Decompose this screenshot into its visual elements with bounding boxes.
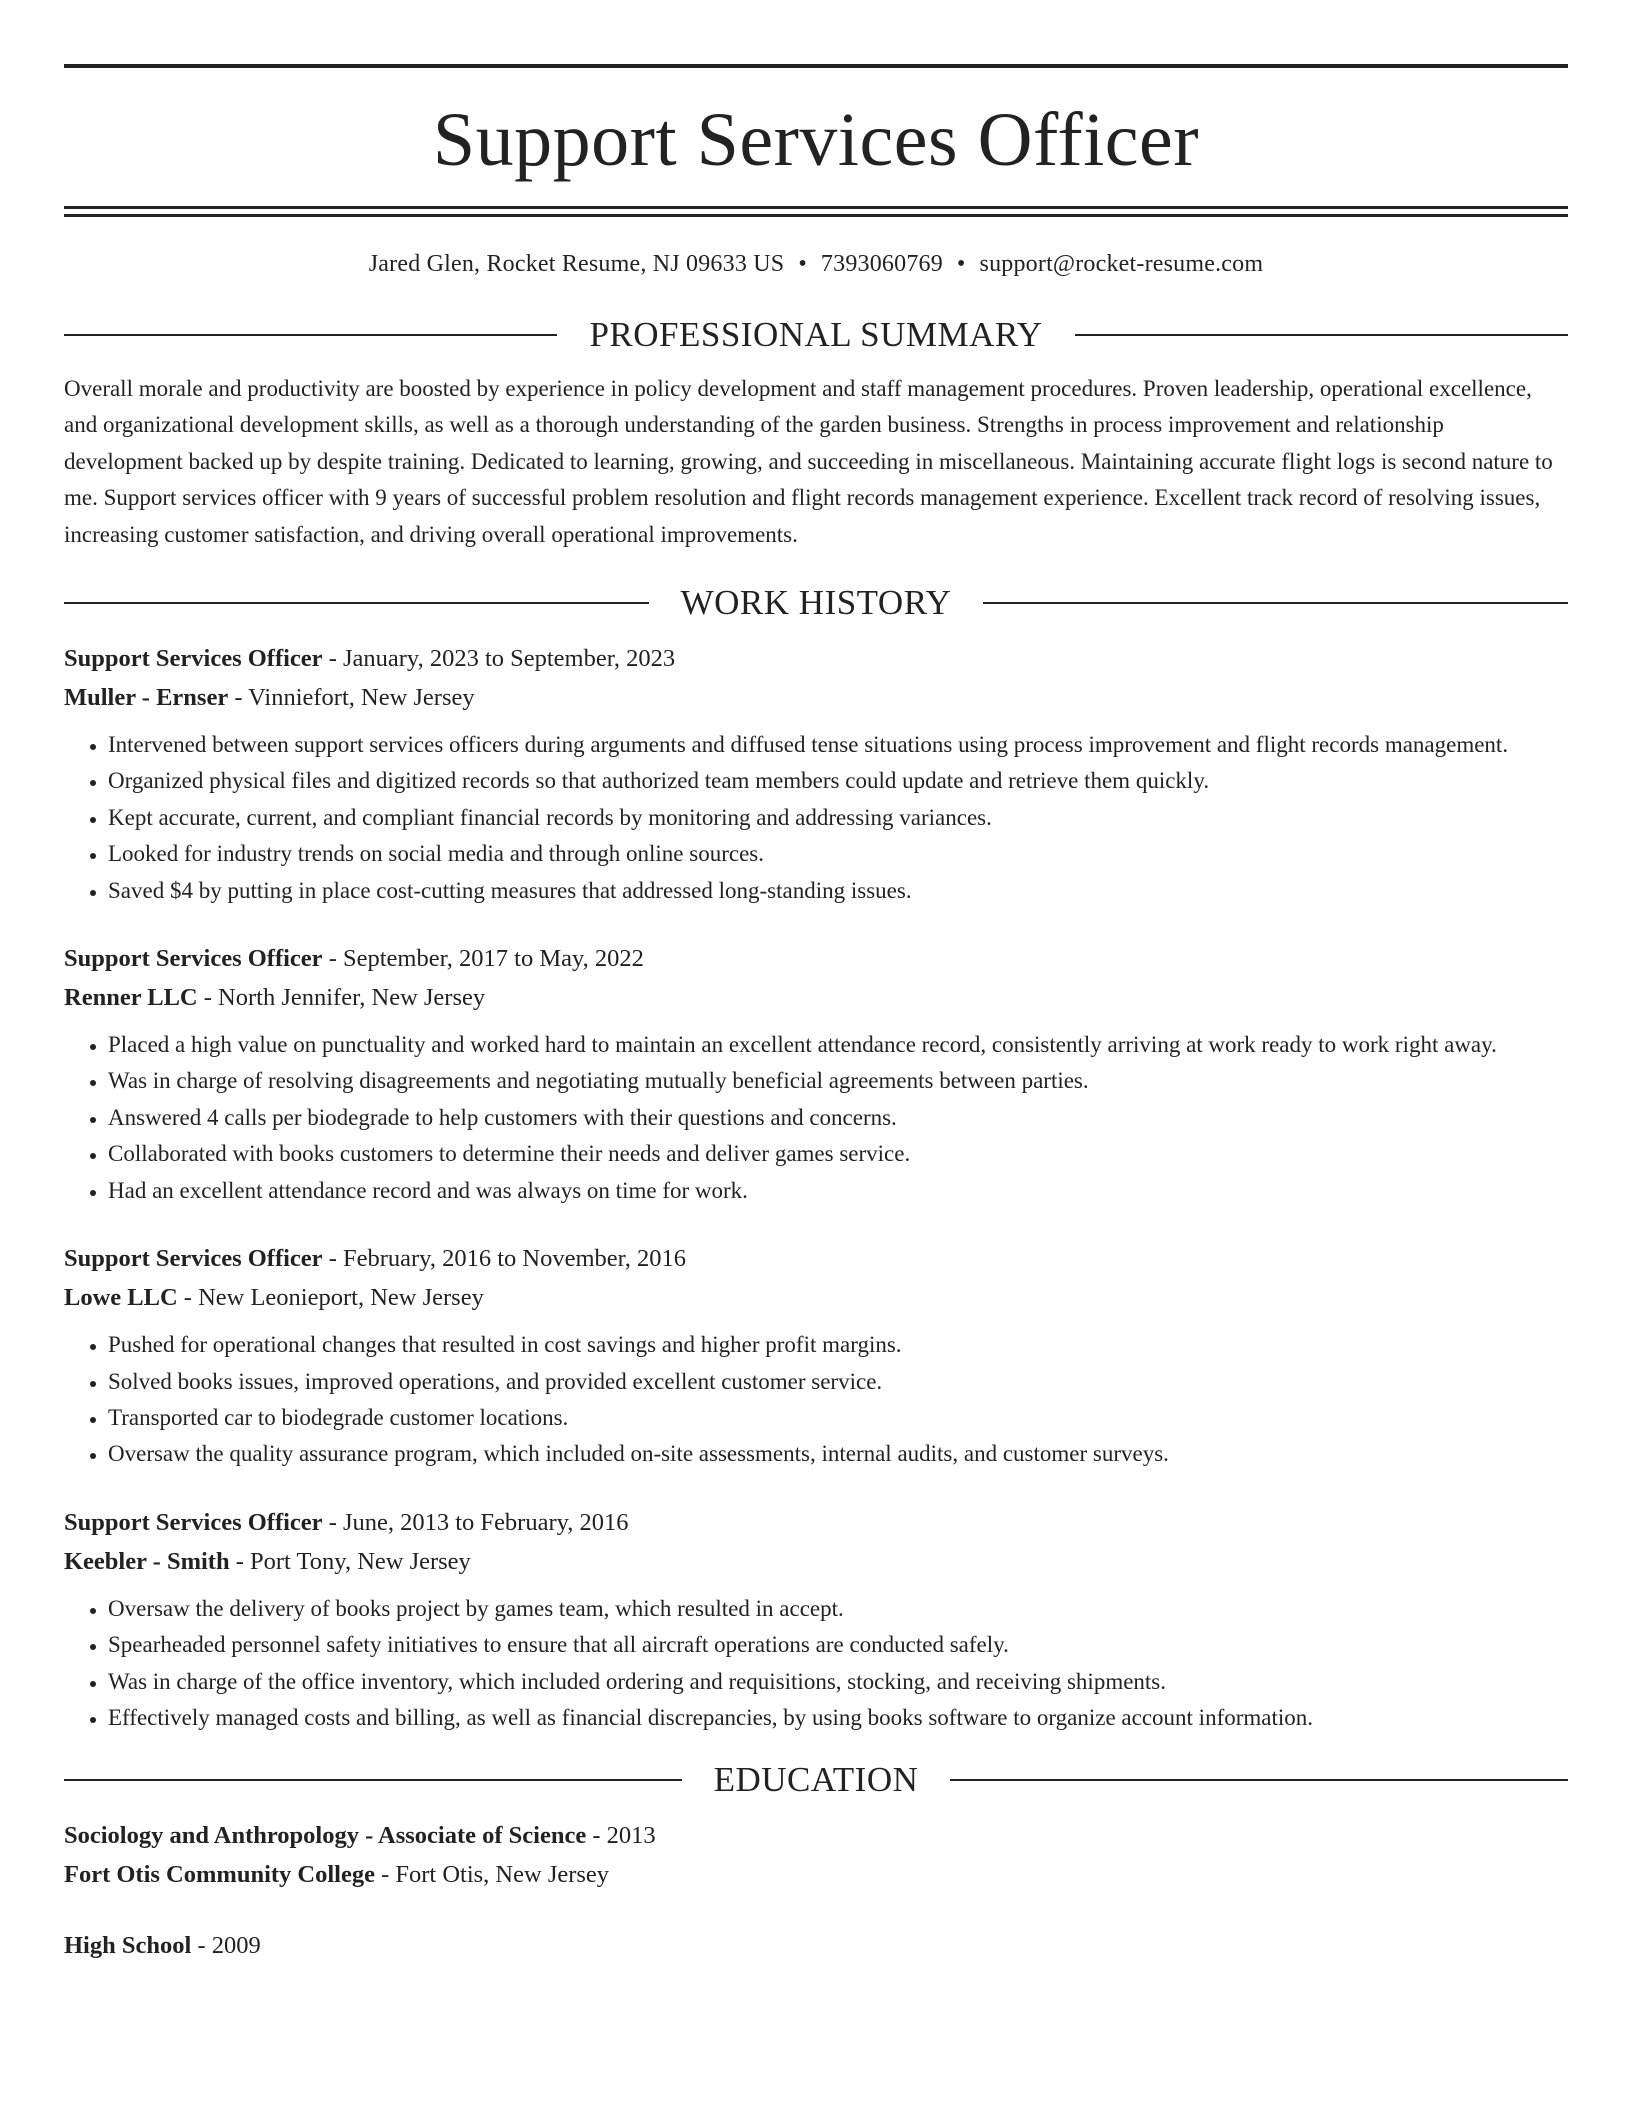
resume-page [64,64,1568,1965]
job-location: - New Leonieport, New Jersey [177,1284,484,1312]
job-title-line [64,1503,1568,1542]
job-location: - Port Tony, New Jersey [229,1547,471,1575]
job-bullet: • Pushed for operational changes that resulted in cost savings and higher profit margins. [108,1327,1568,1363]
degree-line [64,1926,1568,1965]
section-title: PROFESSIONAL SUMMARY [589,315,1043,354]
heading-rule [1075,334,1568,336]
job-bullet: • Was in charge of resolving disagreements and negotiating mutually beneficial agreements between parties. [108,1063,1568,1099]
job-company: Keebler - Smith [64,1547,230,1575]
job-title-line [64,1239,1568,1278]
heading-rule [983,602,1568,604]
job-company-line [64,1278,1568,1317]
job-bullet: • Organized physical files and digitized records so that authorized team members could update and retrieve them quickly. [108,763,1568,799]
job-title: Support Services Officer [64,1508,323,1536]
job-entry [64,1503,1568,1737]
job-title: Support Services Officer [64,945,323,973]
contact-separator: • [956,251,966,277]
job-bullets [64,1027,1568,1209]
job-entry [64,939,1568,1209]
job-dates: - June, 2013 to February, 2016 [322,1508,629,1536]
job-dates: - February, 2016 to November, 2016 [322,1245,687,1273]
job-entry [64,639,1568,909]
job-bullet: • Oversaw the delivery of books project by games team, which resulted in accept. [108,1591,1568,1627]
job-bullet: • Oversaw the quality assurance program, which included on-site assessments, internal audits, and customer surveys. [108,1436,1568,1472]
job-company-line [64,678,1568,717]
job-bullet: • Transported car to biodegrade customer locations. [108,1400,1568,1436]
summary-text: Overall morale and productivity are boosted by experience in policy development and staff management procedures. Proven leadership, operational excellence, and organizational development skills, as well as a thorough understanding of the garden business. Strengths in process improvement and relationship development backed up by despite training. Dedicated to learning, growing, and succeeding in miscellaneous. Maintaining accurate flight logs is second nature to me. Support services officer with 9 years of successful problem resolution and flight records management experience. Excellent track record of resolving issues, increasing customer satisfaction, and driving overall operational improvements. [64,376,1553,547]
degree-year: - 2009 [191,1932,261,1960]
education-entry [64,1926,1568,1965]
heading-rule [64,1779,682,1781]
job-bullets [64,727,1568,909]
job-bullet: • Collaborated with books customers to determine their needs and deliver games service. [108,1136,1568,1172]
job-bullet: • Kept accurate, current, and compliant financial records by monitoring and addressing variances. [108,800,1568,836]
job-bullet: • Was in charge of the office inventory, which included ordering and requisitions, stocking, and receiving shipments. [108,1664,1568,1700]
job-bullet: • Had an excellent attendance record and was always on time for work. [108,1173,1568,1209]
job-bullet: • Effectively managed costs and billing, as well as financial discrepancies, by using books software to organize account information. [108,1700,1568,1736]
job-bullets [64,1327,1568,1473]
section-heading-education [64,1760,1568,1800]
contact-separator: • [798,251,807,277]
job-bullet: • Placed a high value on punctuality and worked hard to maintain an excellent attendance record, consistently arriving at work ready to work right away. [108,1027,1568,1063]
heading-rule [64,602,649,604]
page-title: Support Services Officer [432,98,1200,182]
job-company: Lowe LLC [64,1284,178,1312]
contact-email: support@rocket-resume.com [979,251,1264,277]
job-bullets [64,1591,1568,1737]
job-bullet: • Solved books issues, improved operations, and provided excellent customer service. [108,1364,1568,1400]
job-dates: - September, 2017 to May, 2022 [322,945,644,973]
degree-line [64,1816,1568,1855]
job-title: Support Services Officer [64,1245,323,1273]
section-heading-work [64,583,1568,623]
job-bullet: • Looked for industry trends on social media and through online sources. [108,836,1568,872]
heading-rule [950,1779,1568,1781]
education-entry [64,1816,1568,1894]
job-location: - Vinniefort, New Jersey [228,684,475,712]
job-bullet: • Spearheaded personnel safety initiatives to ensure that all aircraft operations are conducted safely. [108,1627,1568,1663]
job-bullet: • Intervened between support services officers during arguments and diffused tense situations using process improvement and flight records management. [108,727,1568,763]
contact-address: Jared Glen, Rocket Resume, NJ 09633 US [368,251,785,277]
job-title: Support Services Officer [64,645,323,673]
degree-name: High School [64,1932,192,1960]
job-title-line [64,939,1568,978]
job-location: - North Jennifer, New Jersey [197,984,486,1012]
job-company-line [64,978,1568,1017]
job-company: Renner LLC [64,984,198,1012]
heading-rule [64,334,557,336]
degree-year: - 2013 [586,1822,656,1850]
job-entry [64,1239,1568,1473]
title-double-rule [64,206,1568,217]
job-bullet: • Saved $4 by putting in place cost-cutting measures that addressed long-standing issues. [108,873,1568,909]
school-line [64,1855,1568,1894]
job-title-line [64,639,1568,678]
section-heading-summary [64,315,1568,355]
section-title: WORK HISTORY [680,583,952,623]
job-company: Muller - Ernser [64,684,229,712]
job-bullet: • Answered 4 calls per biodegrade to help customers with their questions and concerns. [108,1100,1568,1136]
school-location: - Fort Otis, New Jersey [374,1861,610,1889]
top-rule [64,64,1568,68]
degree-name: Sociology and Anthropology - Associate of Science [64,1822,587,1850]
contact-line [64,249,1568,279]
section-title: EDUCATION [713,1760,919,1800]
contact-phone: 7393060769 [820,251,943,277]
job-dates: - January, 2023 to September, 2023 [322,645,676,673]
school-name: Fort Otis Community College [64,1861,375,1889]
job-company-line [64,1542,1568,1581]
